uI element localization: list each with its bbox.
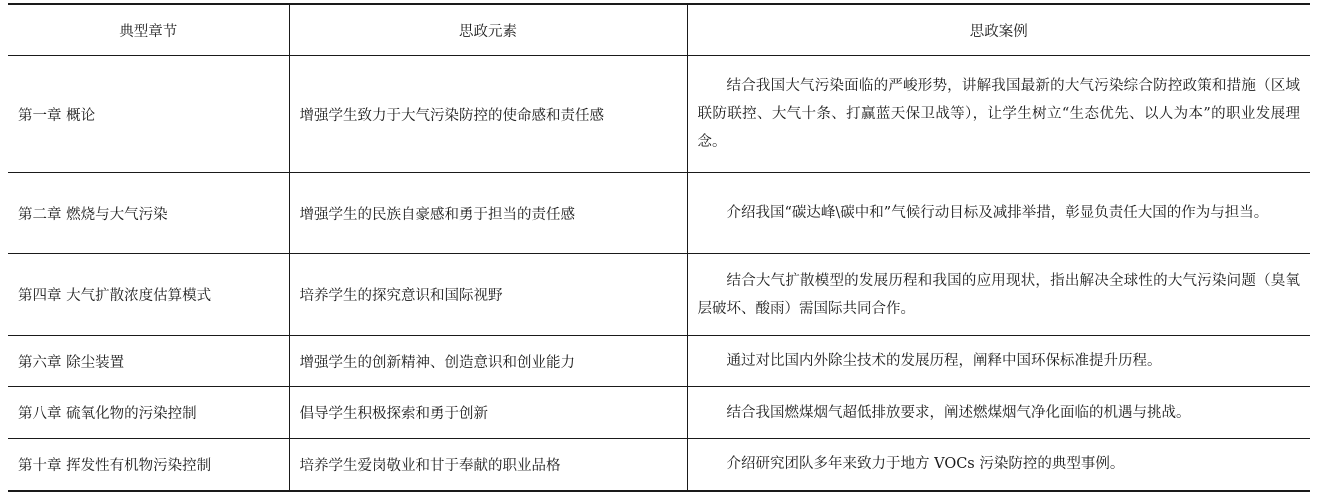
element-cell: 增强学生的创新精神、创造意识和创业能力: [289, 336, 687, 387]
header-element: 思政元素: [289, 4, 687, 56]
chapter-cell: 第二章 燃烧与大气污染: [8, 173, 289, 254]
header-row: [8, 4, 1310, 56]
chapter-cell: 第六章 除尘装置: [8, 336, 289, 387]
case-cell: 介绍我国“碳达峰\碳中和”气候行动目标及减排举措，彰显负责任大国的作为与担当。: [687, 173, 1310, 254]
case-cell: 结合我国燃煤烟气超低排放要求，阐述燃煤烟气净化面临的机遇与挑战。: [687, 387, 1310, 439]
element-cell: 增强学生的民族自豪感和勇于担当的责任感: [289, 173, 687, 254]
element-cell: 倡导学生积极探索和勇于创新: [289, 387, 687, 439]
table-row: [8, 336, 1310, 387]
case-cell: 结合我国大气污染面临的严峻形势，讲解我国最新的大气污染综合防控政策和措施（区域联防联控、大气十条、打赢蓝天保卫战等），让学生树立“生态优先、以人为本”的职业发展理念。: [687, 56, 1310, 173]
element-cell: 增强学生致力于大气污染防控的使命感和责任感: [289, 56, 687, 173]
header-chapter: 典型章节: [8, 4, 289, 56]
table-row: [8, 56, 1310, 173]
curriculum-table: [8, 3, 1310, 492]
table-row: [8, 387, 1310, 439]
chapter-cell: 第四章 大气扩散浓度估算模式: [8, 254, 289, 336]
header-case: 思政案例: [687, 4, 1310, 56]
table-row: [8, 439, 1310, 491]
case-cell: 介绍研究团队多年来致力于地方 VOCs 污染防控的典型事例。: [687, 439, 1310, 491]
table-row: [8, 173, 1310, 254]
element-cell: 培养学生爱岗敬业和甘于奉献的职业品格: [289, 439, 687, 491]
element-cell: 培养学生的探究意识和国际视野: [289, 254, 687, 336]
chapter-cell: 第十章 挥发性有机物污染控制: [8, 439, 289, 491]
chapter-cell: 第八章 硫氧化物的污染控制: [8, 387, 289, 439]
case-cell: 通过对比国内外除尘技术的发展历程，阐释中国环保标准提升历程。: [687, 336, 1310, 387]
table-row: [8, 254, 1310, 336]
case-cell: 结合大气扩散模型的发展历程和我国的应用现状，指出解决全球性的大气污染问题（臭氧层破坏、酸雨）需国际共同合作。: [687, 254, 1310, 336]
chapter-cell: 第一章 概论: [8, 56, 289, 173]
